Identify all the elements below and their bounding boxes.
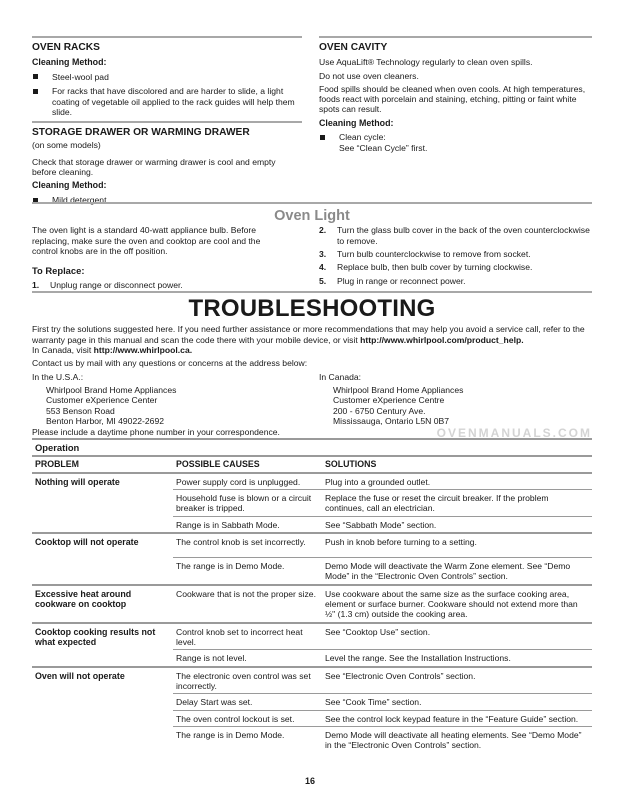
cause-cell: The range is in Demo Mode. <box>176 561 285 572</box>
bullet-text: Mild detergent <box>52 195 107 206</box>
table-header <box>32 457 592 474</box>
header-causes: POSSIBLE CAUSES <box>176 459 260 470</box>
step-number: 1. <box>32 279 40 290</box>
step-number: 4. <box>319 262 327 273</box>
step-item <box>319 276 592 286</box>
solution-cell: Demo Mode will deactivate the Warm Zone element. See “Demo Mode” in the “Electronic Oven Controls” section. <box>325 561 571 582</box>
problem-group <box>32 474 592 534</box>
problem-group <box>32 624 592 668</box>
cause-cell: Range is not level. <box>176 653 247 664</box>
bullet-text: Steel-wool pad <box>52 71 109 82</box>
troubleshooting-section <box>32 295 592 441</box>
problem-group <box>32 534 592 586</box>
step-item <box>319 249 592 259</box>
cause-cell: Range is in Sabbath Mode. <box>176 519 280 530</box>
table-row <box>173 474 592 490</box>
oven-cavity-p1: Use AquaLift® Technology regularly to clean oven spills. <box>319 57 533 68</box>
clean-cycle-reference: See “Clean Cycle” first. <box>339 142 428 153</box>
to-replace-label: To Replace: <box>32 265 85 277</box>
storage-drawer-title: STORAGE DRAWER OR WARMING DRAWER <box>32 127 250 139</box>
oven-light-left <box>32 225 287 290</box>
solution-cell: See “Electronic Oven Controls” section. <box>325 670 476 681</box>
cause-cell: Delay Start was set. <box>176 697 253 708</box>
table-row <box>173 711 592 727</box>
contact-text: Contact us by mail with any questions or concerns at the address below: <box>32 358 308 369</box>
table-row <box>173 694 592 710</box>
step-text: Unplug range or disconnect power. <box>50 279 183 290</box>
table-row <box>173 650 592 665</box>
address-line: 553 Benson Road <box>46 405 115 416</box>
cause-cell: Cookware that is not the proper size. <box>176 588 316 599</box>
address-line: Whirlpool Brand Home Appliances <box>46 384 177 395</box>
divider <box>32 202 592 204</box>
oven-light-title: Oven Light <box>274 208 350 224</box>
storage-drawer-text: Check that storage drawer or warming drawer is cool and empty before cleaning. <box>32 156 276 178</box>
bullet-square-icon <box>33 89 38 94</box>
troubleshooting-intro <box>32 324 592 355</box>
problem-cell: Nothing will operate <box>35 476 120 487</box>
clean-cycle-label: Clean cycle: <box>339 132 386 143</box>
canada-label: In Canada: <box>319 371 362 382</box>
solution-cell: See “Cook Time” section. <box>325 697 422 708</box>
step-item <box>319 225 592 246</box>
cause-cell: Household fuse is blown or a circuit breaker is tripped. <box>176 493 312 514</box>
solution-cell: See the control lock keypad feature in the “Feature Guide” section. <box>325 713 579 724</box>
table-row <box>173 517 592 532</box>
solution-cell: Use cookware about the same size as the surface cooking area, element or surface burner. Cookware should not extend more than ½" (1.3 cm) outside the cooking area. <box>325 588 578 620</box>
table-category: Operation <box>32 438 592 457</box>
divider <box>32 36 302 38</box>
us-address-block <box>32 372 319 427</box>
bullet-square-icon <box>320 135 325 140</box>
address-line: 200 - 6750 Century Ave. <box>333 405 426 416</box>
bullet-text <box>339 132 427 153</box>
list-item <box>319 132 592 153</box>
oven-cavity-p2: Do not use oven cleaners. <box>319 70 419 81</box>
cleaning-section <box>32 36 592 206</box>
oven-cavity-p3: Food spills should be cleaned when oven cools. At high temperatures, foods react with porcelain and staining, etching, pitting or faint white spots can result. <box>319 83 586 115</box>
troubleshooting-title: TROUBLESHOOTING <box>188 295 436 322</box>
step-item <box>319 262 592 272</box>
step-text: Plug in range or reconnect power. <box>337 275 466 286</box>
models-note: (on some models) <box>32 140 101 151</box>
cause-cell: The control knob is set incorrectly. <box>176 537 306 548</box>
header-solutions: SOLUTIONS <box>325 459 377 470</box>
step-number: 5. <box>319 275 327 286</box>
problem-cell: Oven will not operate <box>35 670 125 681</box>
step-item <box>32 280 287 290</box>
address-line: Benton Harbor, MI 49022-2692 <box>46 415 165 426</box>
table-row <box>173 490 592 517</box>
step-number: 3. <box>319 249 327 260</box>
step-text: Turn bulb counterclockwise to remove from socket. <box>337 249 531 260</box>
oven-light-right <box>319 225 592 286</box>
step-text: Replace bulb, then bulb cover by turning clockwise. <box>337 262 533 273</box>
cause-cell: The range is in Demo Mode. <box>176 729 285 740</box>
us-label: In the U.S.A.: <box>32 371 84 382</box>
address-line: Whirlpool Brand Home Appliances <box>333 384 464 395</box>
canada-address-block <box>319 372 592 427</box>
solution-cell: Level the range. See the Installation Instructions. <box>325 653 511 664</box>
intro-canada-text: In Canada, visit <box>32 345 94 356</box>
watermark: OVENMANUALS.COM <box>436 426 592 441</box>
oven-cavity-title: OVEN CAVITY <box>319 42 388 53</box>
list-item <box>32 86 302 117</box>
manual-page <box>32 0 592 802</box>
problem-cell: Excessive heat around cookware on cooktop <box>35 588 132 610</box>
problem-group <box>32 586 592 624</box>
canada-link[interactable]: http://www.whirlpool.ca. <box>93 345 193 356</box>
troubleshooting-table <box>32 438 592 752</box>
cause-cell: Power supply cord is unplugged. <box>176 476 301 487</box>
product-help-link[interactable]: http://www.whirlpool.com/product_help. <box>360 334 524 345</box>
cause-cell: The oven control lockout is set. <box>176 713 295 724</box>
right-column <box>319 36 592 153</box>
phone-note: Please include a daytime phone number in your correspondence. <box>32 427 280 438</box>
oven-light-intro: The oven light is a standard 40-watt appliance bulb. Before replacing, make sure the oven and cooktop are cool and the control knobs are in the off position. <box>32 225 261 257</box>
cleaning-method-label: Cleaning Method: <box>32 180 107 191</box>
divider <box>319 36 592 38</box>
oven-light-section <box>32 202 592 289</box>
intro-text: First try the solutions suggested here. If you need further assistance or more recommendations that may help you avoid a service call, refer to the warranty page in this manual and scan the code there with your mobile device, or visit <box>32 324 585 345</box>
problem-cell: Cooktop will not operate <box>35 537 139 548</box>
divider <box>32 291 592 293</box>
header-problem: PROBLEM <box>35 459 79 470</box>
problem-cell: Cooktop cooking results not what expected <box>35 626 156 648</box>
page-number: 16 <box>304 776 315 786</box>
table-row <box>173 624 592 651</box>
solution-cell: See “Cooktop Use” section. <box>325 626 431 637</box>
table-row <box>173 558 592 584</box>
bullet-text: For racks that have discolored and are harder to slide, a light coating of vegetable oil applied to the rack guides will help them slide. <box>52 86 295 117</box>
oven-racks-title: OVEN RACKS <box>32 42 100 53</box>
left-column <box>32 36 302 205</box>
address-line: Customer eXperience Center <box>46 395 158 406</box>
table-row <box>173 668 592 695</box>
problem-group <box>32 668 592 753</box>
step-text: Turn the glass bulb cover in the back of the oven counterclockwise to remove. <box>337 225 590 246</box>
addresses <box>32 372 592 427</box>
solution-cell: Replace the fuse or reset the circuit breaker. If the problem continues, call an electrician. <box>325 493 549 514</box>
cleaning-method-label: Cleaning Method: <box>32 57 107 68</box>
cause-cell: The electronic oven control was set incorrectly. <box>176 670 311 691</box>
table-row <box>173 727 592 753</box>
cause-cell: Control knob set to incorrect heat level. <box>176 626 303 647</box>
address-line: Customer eXperience Centre <box>333 395 445 406</box>
solution-cell: Plug into a grounded outlet. <box>325 476 431 487</box>
divider <box>32 121 302 123</box>
cleaning-method-label: Cleaning Method: <box>319 117 394 128</box>
step-number: 2. <box>319 225 327 236</box>
solution-cell: See “Sabbath Mode” section. <box>325 519 437 530</box>
bullet-square-icon <box>33 74 38 79</box>
address-line: Mississauga, Ontario L5N 0B7 <box>333 415 450 426</box>
solution-cell: Push in knob before turning to a setting. <box>325 537 477 548</box>
canada-address <box>333 385 592 426</box>
table-row <box>173 534 592 558</box>
table-row <box>173 586 592 622</box>
us-address <box>46 385 319 426</box>
list-item <box>32 72 302 82</box>
solution-cell: Demo Mode will deactivate all heating elements. See “Demo Mode” in the “Electronic Oven Controls” section. <box>325 729 582 751</box>
